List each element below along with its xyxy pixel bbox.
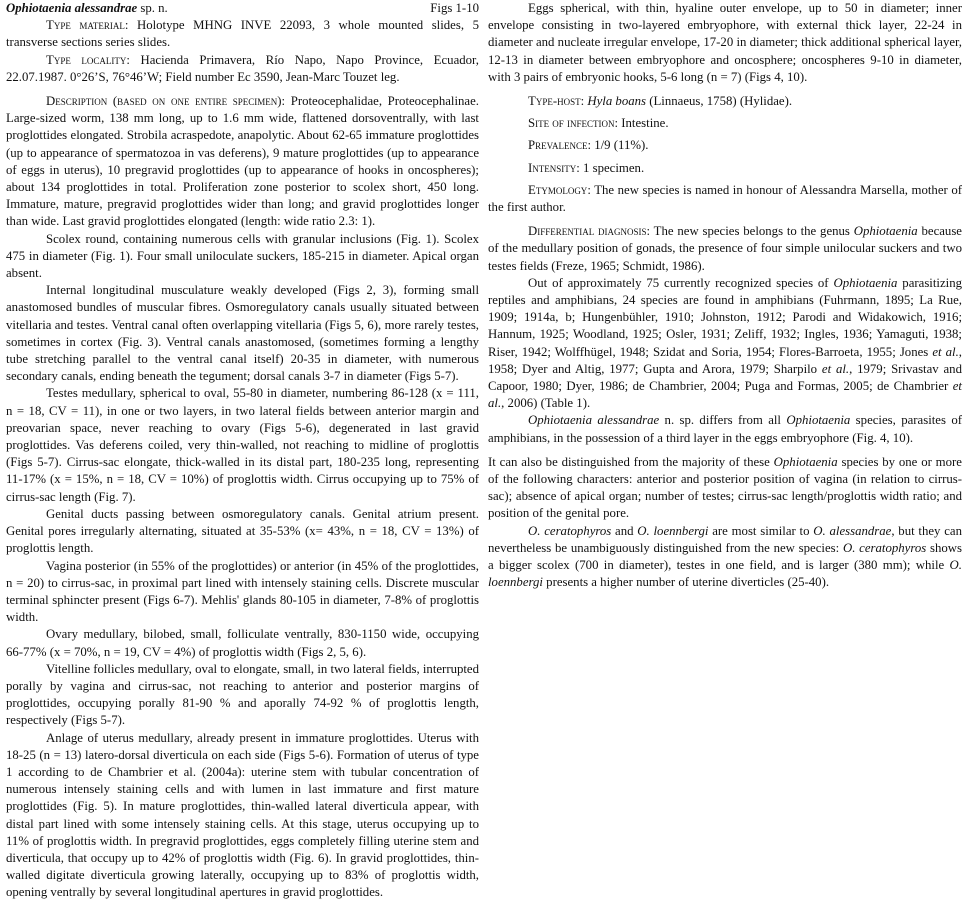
text-run: : 1/9 (11%). xyxy=(587,138,649,153)
italic-term: et al. xyxy=(488,379,962,411)
text-run: , 1958; Dyer and Altig, 1977; Gupta and Arora, 1979; Sharpilo xyxy=(488,344,962,376)
text-run: : Holotype MHNG INVE 22093, 3 whole mounted slides, 5 transverse sections series slides. xyxy=(6,18,479,50)
text-run: Scolex round, containing numerous cells with granular inclusions (Fig. 1). Scolex 475 in diameter (Fig. 1). Four small uniloculate suckers, 185-215 in diameter. Apical organ absent. xyxy=(6,231,479,281)
paragraph xyxy=(6,52,479,86)
paragraph xyxy=(6,506,479,558)
text-run: parasitizing reptiles and amphibians, 24 species are found in amphibians (Fuhrmann, 1895; La Rue, 1909; 1914a, b; Hungenbühler, 1910; Johnston, 1912; Parodi and Widakowich, 1916; Hannum, 1925; Woodland, 1925; Osler, 1931; Zeliff, 1932; Ingles, 1936; Yamaguti, 1938; Riser, 1942; Wolffhügel, 1948; Szidat and Soria, 1954; Flores-Barroeta, 1955; Jones xyxy=(488,275,963,359)
italic-term: Hyla boans xyxy=(587,94,647,109)
text-run: Anlage of uterus medullary, already present in immature proglottides. Uterus with 18-25 (n = 13) latero-dorsal diverticula on each side (Figs 5-6). Formation of uterus of type 1 according to de Chambrier et al. (2004a): uterine stem with tubular concentration of numerous intensely staining cells and with lumen in last immature and first mature proglottides (Fig. 5). In mature proglottides, thin-walled lateral diverticula appear, with distal part lined with some intensely staining cells. At this stage, uterus occupying up to 11% of proglottis width. In pregravid proglottides, eggs completely filling uterine stem and diverticula, that occupy up to 42% of proglottis width (Fig. 6). In gravid proglottides, thin-walled digitate diverticula growing laterally, occupying up to 83% of proglottis width, opening ventrally by several longitudinal apertures in gravid proglottides. xyxy=(6,730,479,900)
italic-term: Ophiotaenia xyxy=(773,454,838,469)
text-run: , but they can nevertheless be unambiguously distinguished from the new species: xyxy=(488,523,962,555)
paragraph xyxy=(488,182,962,216)
italic-term: O. loennbergi xyxy=(488,558,962,590)
section-label: Site of infection xyxy=(528,116,615,131)
paragraph xyxy=(488,275,962,413)
figure-reference: Figs 1-10 xyxy=(430,1,479,15)
italic-term: Ophiotaenia xyxy=(853,224,918,239)
italic-term: O. loennbergi xyxy=(637,523,709,538)
text-run: (Linnaeus, 1758) (Hylidae). xyxy=(646,94,793,109)
text-run: because of the medullary position of gonads, the presence of four simple unilocular suckers and two testes fields (Freze, 1965; Schmidt, 1986). xyxy=(488,224,962,273)
paragraph xyxy=(6,385,479,505)
italic-term: et al. xyxy=(932,344,959,359)
paragraph xyxy=(488,412,962,446)
text-run: : Intestine. xyxy=(614,116,669,131)
paragraph xyxy=(6,93,479,231)
species-title xyxy=(6,0,168,17)
section-label: Type-host xyxy=(528,94,581,109)
paragraph xyxy=(488,137,962,154)
paragraph xyxy=(6,661,479,730)
text-run: n. sp. differs from all xyxy=(659,413,787,428)
text-run: Genital ducts passing between osmoregulatory canals. Genital atrium present. Genital pores irregularly alternating, situated at 35-53% (x= 43%, n = 18, CV = 13%) of proglottis length. xyxy=(6,506,479,556)
section-label: Etymology xyxy=(528,182,588,197)
section-label: Differential diagnosis xyxy=(528,224,647,239)
paragraph xyxy=(488,93,962,110)
text-run: Vitelline follicles medullary, oval to elongate, small, in two lateral fields, interrupted porally by vagina and cirrus-sac, not reaching to anterior and posterior margins of proglottides, occupying porally 81-90 % and aporally 74-92 % of proglottis length, respectively (Figs 5-7). xyxy=(6,661,480,728)
text-run: Testes medullary, spherical to oval, 55-80 in diameter, numbering 86-128 (x = 111, n = 18, CV = 11), in one or two layers, in two lateral fields between anterior margin and preovarian space, never reaching to ovary (Figs 5-6), degenerated in last gravid proglottides. Vas deferens coiled, very thin-walled, not reaching to midline of proglottis (Figs 5-7). Cirrus-sac elongate, thick-walled in its distal part, 180-235 long, representing 11-17% (x = 15%, n = 18, CV = 10%) of proglottis width. Cirrus occupying up to 75% of cirrus-sac length (Fig. 7). xyxy=(6,386,479,504)
section-label: Type material xyxy=(46,18,125,33)
paragraph xyxy=(6,730,479,902)
paragraph xyxy=(488,0,962,86)
text-run: shows a bigger scolex (700 in diameter), testes in one field, and is larger (380 mm); while xyxy=(488,540,962,573)
text-run: : The new species belongs to the genus xyxy=(646,224,854,239)
text-run: : The new species is named in honour of Alessandra Marsella, mother of the first author. xyxy=(488,182,962,215)
italic-term: O. ceratophyros xyxy=(842,540,927,555)
right-body xyxy=(488,0,962,592)
paragraph xyxy=(488,223,962,275)
section-label: Intensity xyxy=(528,160,577,175)
italic-term: Ophiotaenia alessandrae xyxy=(528,413,660,428)
text-run: species, parasites of amphibians, in the possession of a third layer in the eggs embryophore (Fig. 4, 10). xyxy=(488,413,962,445)
text-run: It can also be distinguished from the majority of these xyxy=(488,454,774,469)
left-column xyxy=(6,0,479,902)
paragraph xyxy=(6,282,479,385)
text-run: : xyxy=(580,94,588,109)
paragraph xyxy=(6,626,479,660)
text-run: Eggs spherical, with thin, hyaline outer envelope, up to 50 in diameter; inner envelope consisting in two-layered embryophore, with external thick layer, 22-24 in diameter and nucleate irregular envelope, 17-20 in diameter; thick additional spherical layer, 12-13 in diameter between embryophore and oncosphere; oncospheres 9-10 in diameter, with 3 pairs of embryonic hooks, 5-6 long (n = 7) (Figs 4, 10). xyxy=(488,1,962,84)
paragraph xyxy=(488,454,962,523)
text-run: presents a higher number of uterine diverticles (25-40). xyxy=(542,575,830,590)
paragraph xyxy=(488,523,962,592)
species-heading xyxy=(6,0,479,17)
italic-term: et al. xyxy=(821,361,850,376)
text-run: Internal longitudinal musculature weakly developed (Figs 2, 3), forming small anastomosed bundles of muscular fibres. Osmoregulatory canals usually situated between vitellaria and testes. Ventral canal often overlapping vitellaria (Figs 5, 6), more rarely testes, sometimes in cortex (Fig. 3). Ventral canals anastomosed, (sometimes forming a lengthy tube stretching parallel to the ventral canal itself) 20-35 in diameter, with numerous secondary canals, ending beneath the tegument; dorsal canals 3-7 in diameter (Figs 5-7). xyxy=(6,283,479,384)
text-run: : Proteocephalidae, Proteocephalinae. Large-sized worm, 138 mm long, up to 1.6 mm wide, flattened dorsoventrally, with last proglottides elongated. Strobila acraspedote, anapolytic. About 62-65 immature proglottides (up to appearance of spermatozoa in vas deferens), 9 mature proglottides (up to appearance of eggs in uterus), 10 pregravid proglottides (up to appearance of hooks in oncospheres); about 134 proglottides in total. Proliferation zone posterior to scolex short, 450 long. Immature, mature, pregravid proglottides wider than long; and gravid proglottides longer than wide. Last gravid proglottides elongated (length: wide ratio 2.3: 1). xyxy=(6,94,479,229)
paragraph xyxy=(6,17,479,51)
text-run: Vagina posterior (in 55% of the proglottides) or anterior (in 45% of the proglottides, n = 20) to cirrus-sac, in proximal part lined with intensely staining cells. Discrete muscular terminal sphincter present (Figs 6-7). Mehlis' glands 80-105 in diameter, 7-8% of proglottis width. xyxy=(6,558,479,625)
text-run: Ovary medullary, bilobed, small, folliculate ventrally, 830-1150 wide, occupying 66-77% (x = 70%, n = 19, CV = 4%) of proglottis width (Figs 2, 5, 6). xyxy=(6,627,479,659)
left-body xyxy=(6,17,479,901)
section-label: Type locality xyxy=(46,52,127,67)
text-run: Out of approximately 75 currently recognized species of xyxy=(528,275,834,290)
italic-term: O. alessandrae xyxy=(813,523,892,538)
paragraph xyxy=(488,115,962,132)
section-label: Prevalence xyxy=(528,138,588,153)
species-name: Ophiotaenia alessandrae xyxy=(6,1,138,15)
text-run: , 1979; Srivastav and Capoor, 1980; Dyer, 1986; de Chambrier, 2004; Puga and Formas, 2005; de Chambrier xyxy=(488,361,962,394)
paragraph xyxy=(488,160,962,177)
section-label: Description (based on one entire specimen) xyxy=(46,94,282,109)
text-run: : 1 specimen. xyxy=(576,160,645,175)
text-run: are most similar to xyxy=(708,523,814,538)
text-run: , 2006) (Table 1). xyxy=(501,396,591,411)
text-run: species by one or more of the following characters: anterior and posterior position of vagina (in relation to cirrus-sac); absence of apical organ; number of testes; cirrus-sac length/proglottis width ratio; and position of the genital pore. xyxy=(488,454,962,521)
paragraph xyxy=(6,231,479,283)
species-suffix: sp. n. xyxy=(137,1,168,15)
italic-term: Ophiotaenia xyxy=(833,275,898,290)
paragraph xyxy=(6,558,479,627)
text-run: : Hacienda Primavera, Río Napo, Napo Province, Ecuador, 22.07.1987. 0°26’S, 76°46’W; Field number Ec 3590, Jean-Marc Touzet leg. xyxy=(6,52,479,84)
text-run: and xyxy=(611,523,638,538)
italic-term: O. ceratophyros xyxy=(528,523,612,538)
italic-term: Ophiotaenia xyxy=(786,413,851,428)
right-column xyxy=(488,0,962,592)
